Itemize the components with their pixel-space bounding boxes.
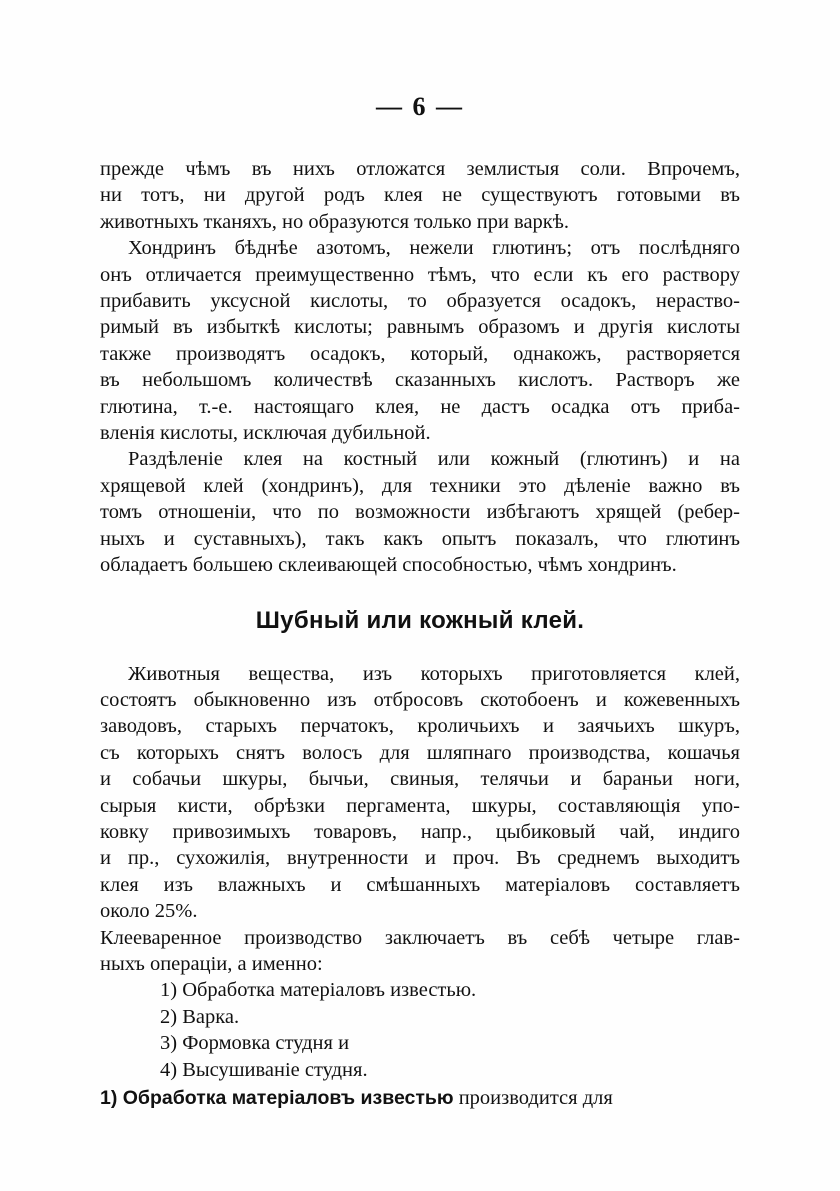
paragraph: [100, 446, 740, 578]
text-line: прибавить уксусной кислоты, то образуется осадокъ, нераство-: [100, 290, 740, 313]
paragraph: [100, 925, 740, 978]
text-line: сырыя кисти, обрѣзки пергамента, шкуры, составляющія упо-: [100, 794, 740, 817]
body-text: [100, 156, 740, 1113]
text-line: состоятъ обыкновенно изъ отбросовъ скотобоенъ и кожевенныхъ: [100, 688, 740, 711]
text-line: хрящевой клей (хондринъ), для техники это дѣленіе важно въ: [100, 474, 740, 497]
page-number: — 6 —: [376, 92, 464, 121]
text-line: томъ отношеніи, что по возможности избѣгаютъ хрящей (ребер-: [100, 501, 740, 524]
subsection-title: 1) Обработка матеріаловъ известью: [100, 1087, 454, 1109]
text-line: также производятъ осадокъ, который, однакожъ, растворяется: [100, 342, 740, 365]
text-line: римый въ избыткѣ кислоты; равнымъ образомъ и другія кислоты: [100, 316, 740, 339]
text-line: вленія кислоты, исключая дубильной.: [100, 422, 431, 445]
text-line: ни тотъ, ни другой родъ клея не существуютъ готовыми въ: [100, 184, 740, 207]
text-line: прежде чѣмъ въ нихъ отложатся землистыя соли. Впрочемъ,: [100, 158, 740, 180]
text-line: Животныя вещества, изъ которыхъ приготовляется клей,: [128, 662, 740, 685]
operations-list: [100, 977, 740, 1083]
text-line: обладаетъ большею склеивающей способностью, чѣмъ хондринъ.: [100, 554, 677, 577]
text-line: онъ отличается преимущественно тѣмъ, что если къ его раствору: [100, 263, 740, 286]
text-line: животныхъ тканяхъ, но образуются только при варкѣ.: [100, 210, 570, 233]
text-line: заводовъ, старыхъ перчатокъ, кроличьихъ и заячьихъ шкуръ,: [100, 715, 740, 738]
paragraph: [100, 235, 740, 446]
text-line: клея изъ влажныхъ и смѣшанныхъ матеріаловъ составляетъ: [100, 873, 740, 896]
text-line: съ которыхъ снятъ волосъ для шляпнаго производства, кошачья: [100, 741, 740, 764]
list-item: 4) Высушиваніе студня.: [160, 1058, 368, 1081]
paragraph: [100, 156, 740, 235]
text-line: Раздѣленіе клея на костный или кожный (глютинъ) и на: [128, 448, 740, 471]
list-item: 2) Варка.: [160, 1005, 240, 1028]
text-line: Хондринъ бѣднѣе азотомъ, нежели глютинъ; отъ послѣдняго: [128, 237, 740, 260]
paragraph: [100, 661, 740, 925]
text-line: и пр., сухожилія, внутренности и проч. Въ среднемъ выходитъ: [100, 847, 740, 870]
text-line: глютина, т.-е. настоящаго клея, не дастъ осадка отъ приба-: [100, 395, 740, 418]
text-line: Клееваренное производство заключаетъ въ себѣ четыре глав-: [100, 926, 740, 949]
text-line: и собачьи шкуры, бычьи, свиныя, телячьи и бараньи ноги,: [100, 768, 740, 791]
final-line: [100, 1083, 740, 1113]
section-heading: Шубный или кожный клей.: [255, 606, 585, 634]
text-line: ковку привозимыхъ товаровъ, напр., цыбиковый чай, индиго: [100, 820, 740, 843]
continuation-text: производится для: [453, 1087, 613, 1109]
text-line: ныхъ операціи, а именно:: [100, 952, 323, 975]
text-line: ныхъ и суставныхъ), такъ какъ опытъ показалъ, что глютинъ: [100, 527, 740, 550]
list-item: 3) Формовка студня и: [160, 1032, 350, 1055]
text-line: въ небольшомъ количествѣ сказанныхъ кислотъ. Растворъ же: [100, 369, 740, 392]
text-line: около 25%.: [100, 900, 198, 923]
list-item: 1) Обработка матеріаловъ известью.: [160, 979, 477, 1002]
